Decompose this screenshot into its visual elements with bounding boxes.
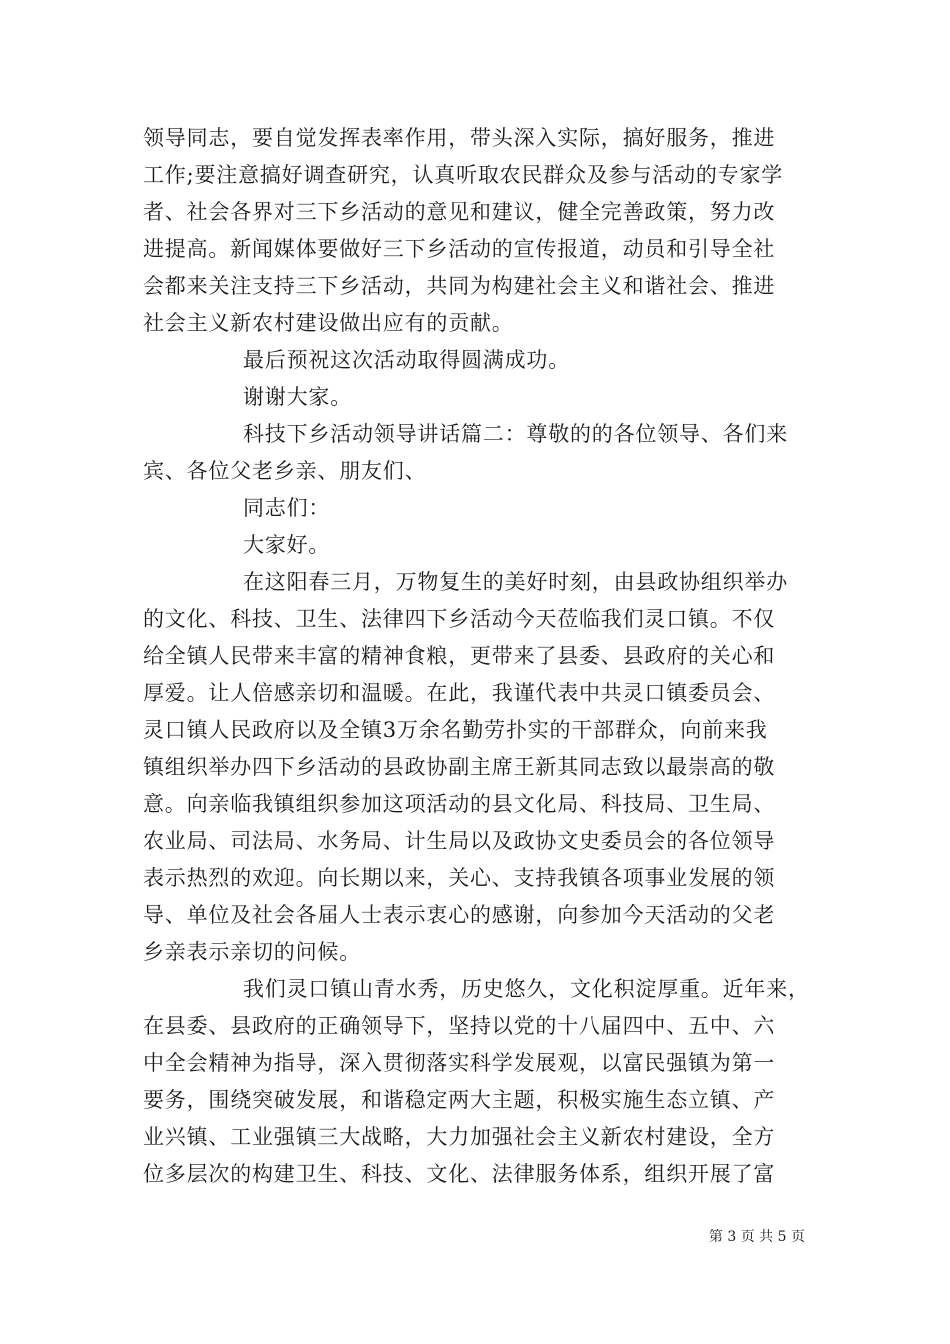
text-line: 在这阳春三月，万物复生的美好时刻，由县政协组织举办 (243, 570, 788, 594)
text-line: 导、单位及社会各届人士表示衷心的感谢，向参加今天活动的父老 (143, 903, 776, 927)
text-line: 同志们： (243, 496, 331, 520)
text-line: 科技下乡活动领导讲话篇二：尊敬的的各位领导、各们来 (243, 422, 788, 446)
text-line: 乡亲表示亲切的问候。 (143, 940, 361, 964)
text-line: 领导同志，要自觉发挥表率作用，带头深入实际，搞好服务，推进 (143, 126, 776, 150)
text-line: 社会主义新农村建设做出应有的贡献。 (143, 311, 514, 335)
text-line: 最后预祝这次活动取得圆满成功。 (243, 348, 570, 372)
page-number-footer: 第 3 页 共 5 页 (708, 1229, 805, 1245)
text-line: 给全镇人民带来丰富的精神食粮，更带来了县委、县政府的关心和 (143, 644, 776, 668)
text-line: 大家好。 (243, 533, 331, 557)
text-line: 在县委、县政府的正确领导下，坚持以党的十八届四中、五中、六 (143, 1014, 776, 1038)
document-body (143, 120, 823, 1193)
text-line: 位多层次的构建卫生、科技、文化、法律服务体系，组织开展了富 (143, 1162, 776, 1186)
text-line: 我们灵口镇山青水秀，历史悠久，文化积淀厚重。近年来， (243, 977, 810, 1001)
text-line: 厚爱。让人倍感亲切和温暖。在此，我谨代表中共灵口镇委员会、 (143, 681, 776, 705)
text-line: 表示热烈的欢迎。向长期以来，关心、支持我镇各项事业发展的领 (143, 866, 776, 890)
text-line: 宾、各位父老乡亲、朋友们、 (143, 459, 427, 483)
text-line: 的文化、科技、卫生、法律四下乡活动今天莅临我们灵口镇。不仅 (143, 607, 776, 631)
text-line: 意。向亲临我镇组织参加这项活动的县文化局、科技局、卫生局、 (143, 792, 776, 816)
text-line: 者、社会各界对三下乡活动的意见和建议，健全完善政策，努力改 (143, 200, 776, 224)
text-line: 镇组织举办四下乡活动的县政协副主席王新其同志致以最崇高的敬 (143, 755, 776, 779)
text-line: 谢谢大家。 (243, 385, 352, 409)
text-line: 中全会精神为指导，深入贯彻落实科学发展观，以富民强镇为第一 (143, 1051, 776, 1075)
text-line: 工作;要注意搞好调查研究，认真听取农民群众及参与活动的专家学 (143, 163, 784, 187)
text-line: 灵口镇人民政府以及全镇3万余名勤劳扑实的干部群众，向前来我 (143, 718, 768, 742)
text-line: 农业局、司法局、水务局、计生局以及政协文史委员会的各位领导 (143, 829, 776, 853)
text-line: 要务，围绕突破发展，和谐稳定两大主题，积极实施生态立镇、产 (143, 1088, 776, 1112)
text-line: 业兴镇、工业强镇三大战略，大力加强社会主义新农村建设，全方 (143, 1125, 776, 1149)
text-line: 进提高。新闻媒体要做好三下乡活动的宣传报道，动员和引导全社 (143, 237, 776, 261)
text-line: 会都来关注支持三下乡活动，共同为构建社会主义和谐社会、推进 (143, 274, 776, 298)
